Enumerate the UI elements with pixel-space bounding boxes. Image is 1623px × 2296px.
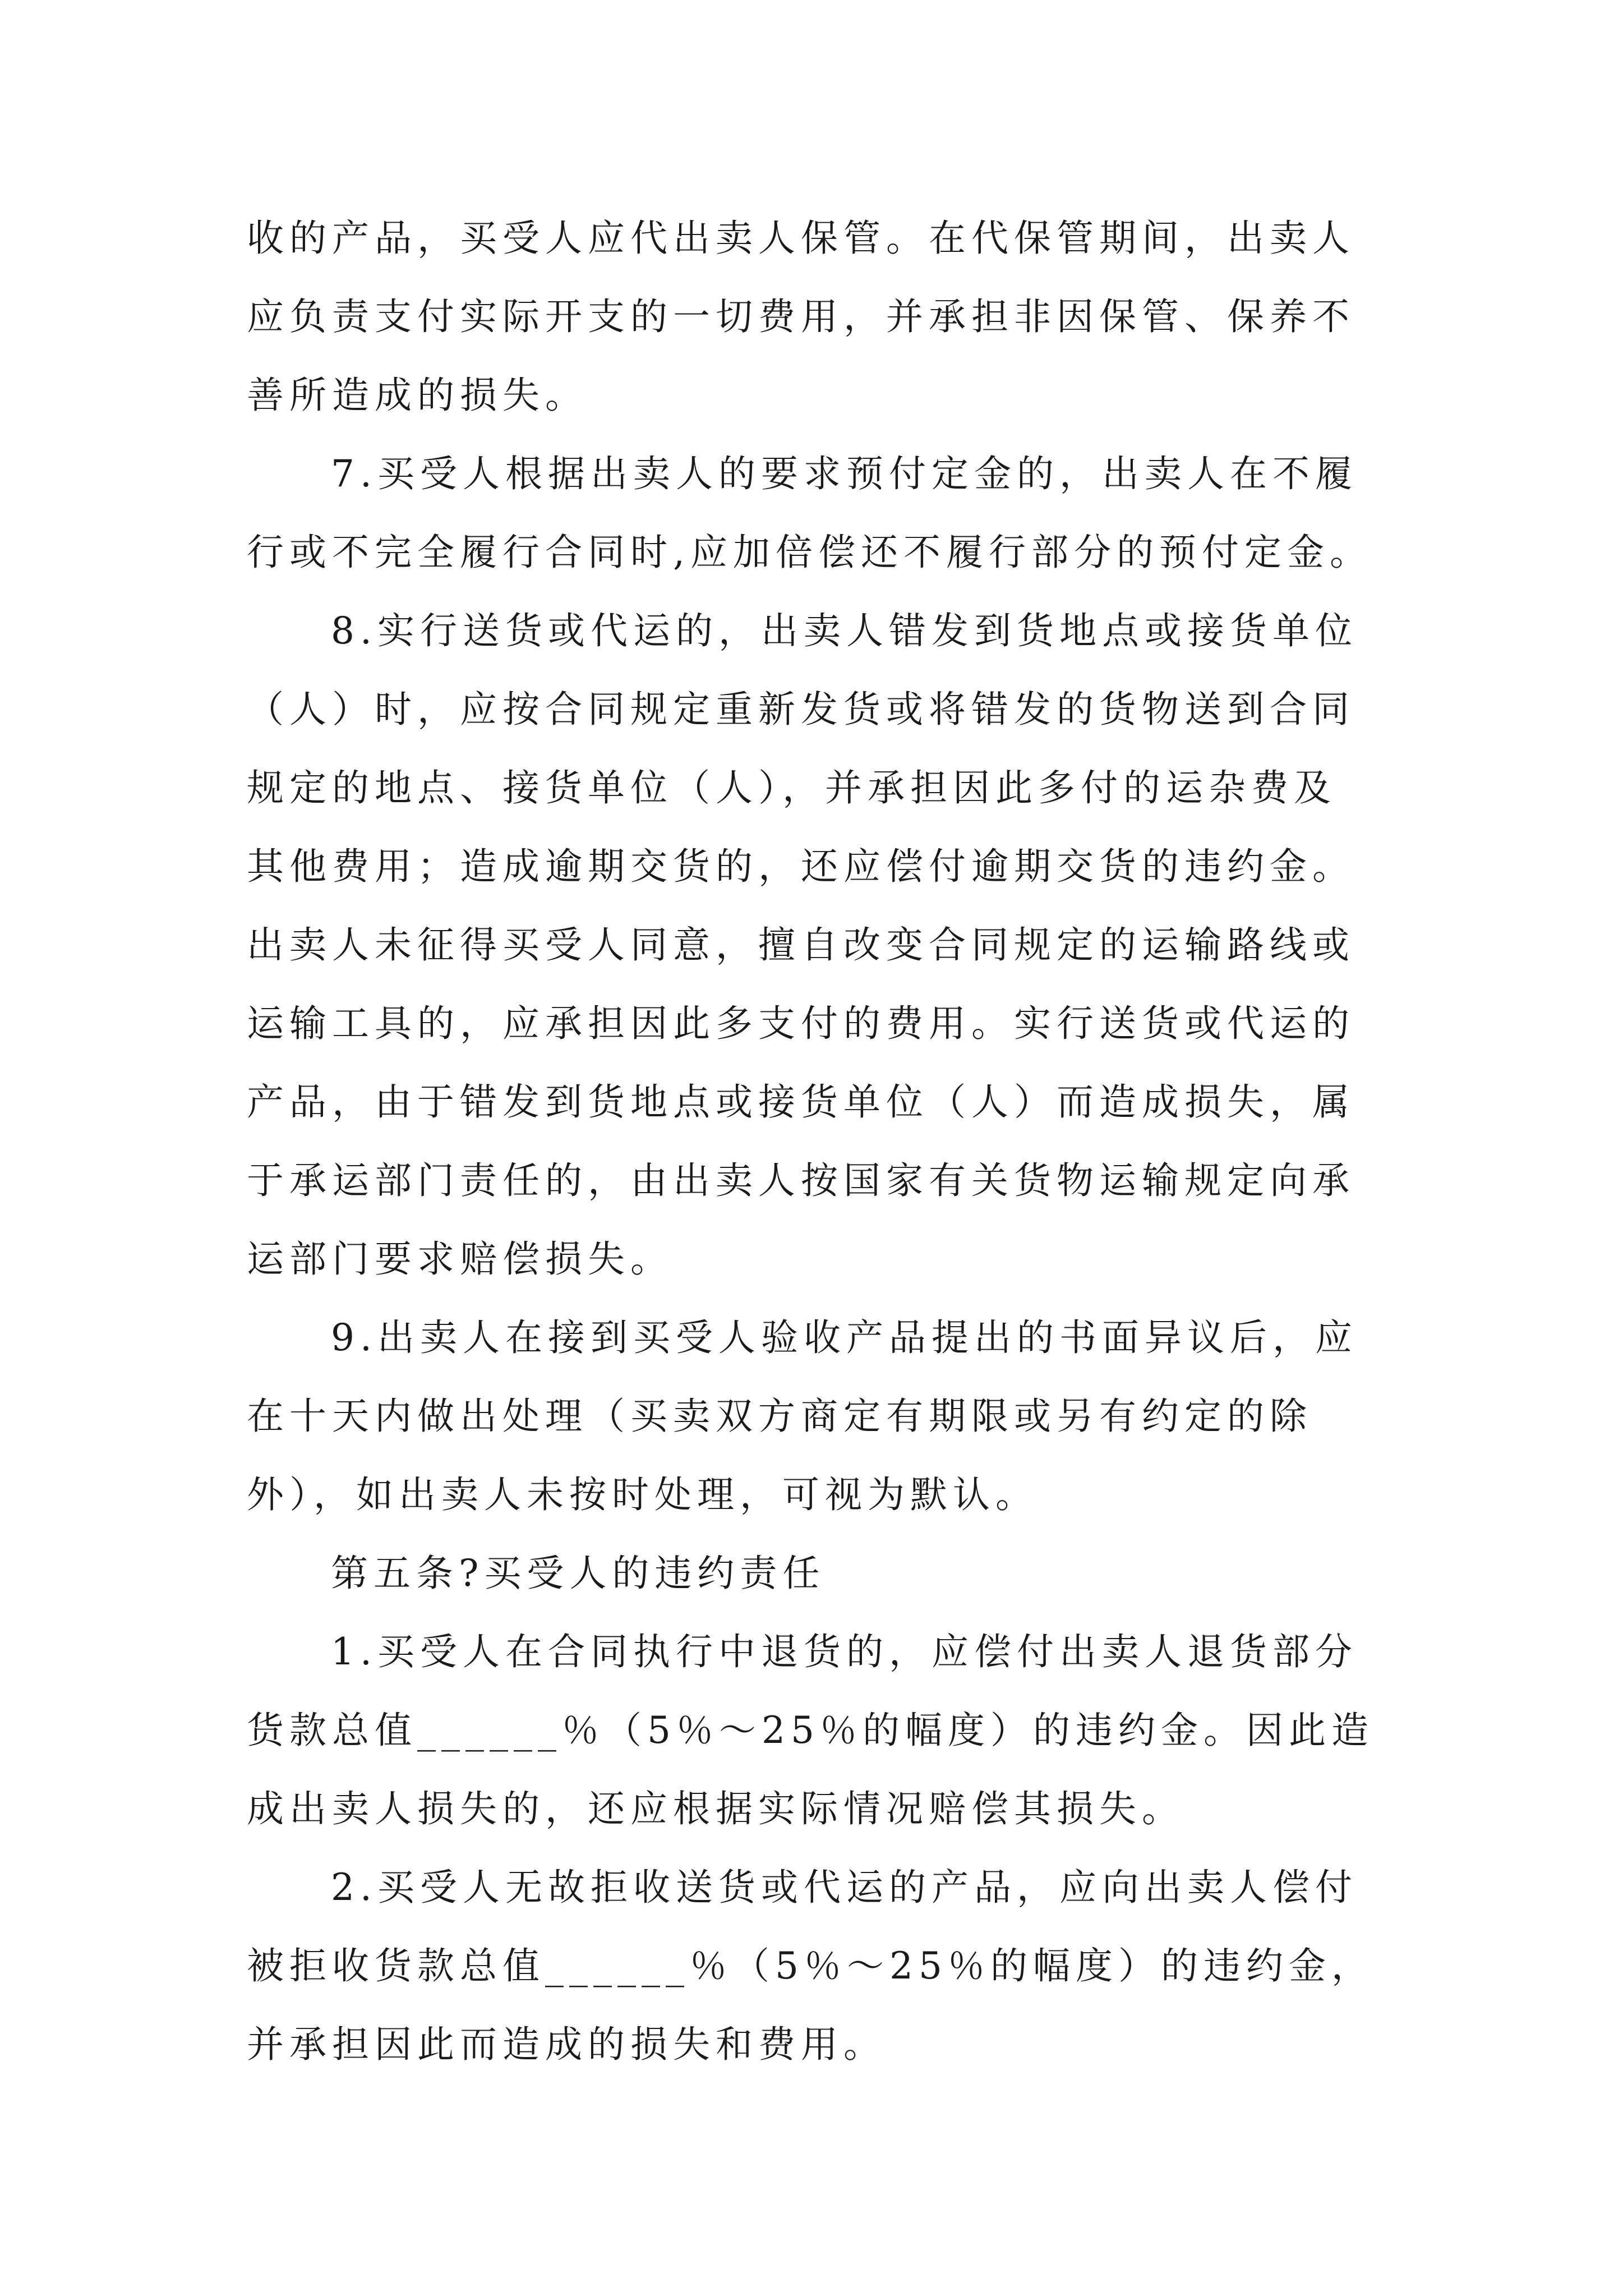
- text-line: 应负责支付实际开支的一切费用，并承担非因保管、保养不: [247, 295, 1355, 338]
- clause-7-start: 7.买受人根据出卖人的要求预付定金的，出卖人在不履: [331, 452, 1358, 495]
- text-line: 行或不完全履行合同时,应加倍偿还不履行部分的预付定金。: [247, 531, 1372, 574]
- text-line: 收的产品，买受人应代出卖人保管。在代保管期间，出卖人: [247, 217, 1355, 260]
- text-line: 其他费用；造成逾期交货的，还应偿付逾期交货的违约金。: [247, 845, 1355, 888]
- text-line: 外），如出卖人未按时处理，可视为默认。: [247, 1473, 1038, 1516]
- text-line-with-blank: 货款总值______％（5％～25％的幅度）的违约金。因此造: [247, 1709, 1374, 1752]
- buyer-clause-2-start: 2.买受人无故拒收送货或代运的产品，应向出卖人偿付: [331, 1866, 1358, 1909]
- clause-8-start: 8.实行送货或代运的，出卖人错发到货地点或接货单位: [331, 609, 1358, 652]
- buyer-clause-1-start: 1.买受人在合同执行中退货的，应偿付出卖人退货部分: [331, 1630, 1358, 1673]
- text-line: （人）时，应按合同规定重新发货或将错发的货物送到合同: [247, 688, 1355, 731]
- text-line: 成出卖人损失的，还应根据实际情况赔偿其损失。: [247, 1787, 1184, 1830]
- text-line: 善所造成的损失。: [247, 374, 588, 417]
- text-line: 于承运部门责任的，由出卖人按国家有关货物运输规定向承: [247, 1159, 1355, 1202]
- text-line: 产品，由于错发到货地点或接货单位（人）而造成损失，属: [247, 1080, 1355, 1124]
- text-line: 出卖人未征得买受人同意，擅自改变合同规定的运输路线或: [247, 923, 1355, 967]
- section-heading-article-5: 第五条?买受人的违约责任: [331, 1552, 826, 1595]
- text-line: 并承担因此而造成的损失和费用。: [247, 2023, 886, 2066]
- clause-9-start: 9.出卖人在接到买受人验收产品提出的书面异议后，应: [331, 1316, 1358, 1359]
- text-line-with-blank: 被拒收货款总值______％（5％～25％的幅度）的违约金，: [247, 1944, 1374, 1987]
- text-line: 规定的地点、接货单位（人），并承担因此多付的运杂费及: [247, 766, 1336, 809]
- text-line: 运输工具的，应承担因此多支付的费用。实行送货或代运的: [247, 1002, 1355, 1045]
- text-line: 在十天内做出处理（买卖双方商定有期限或另有约定的除: [247, 1395, 1312, 1438]
- text-line: 运部门要求赔偿损失。: [247, 1237, 673, 1281]
